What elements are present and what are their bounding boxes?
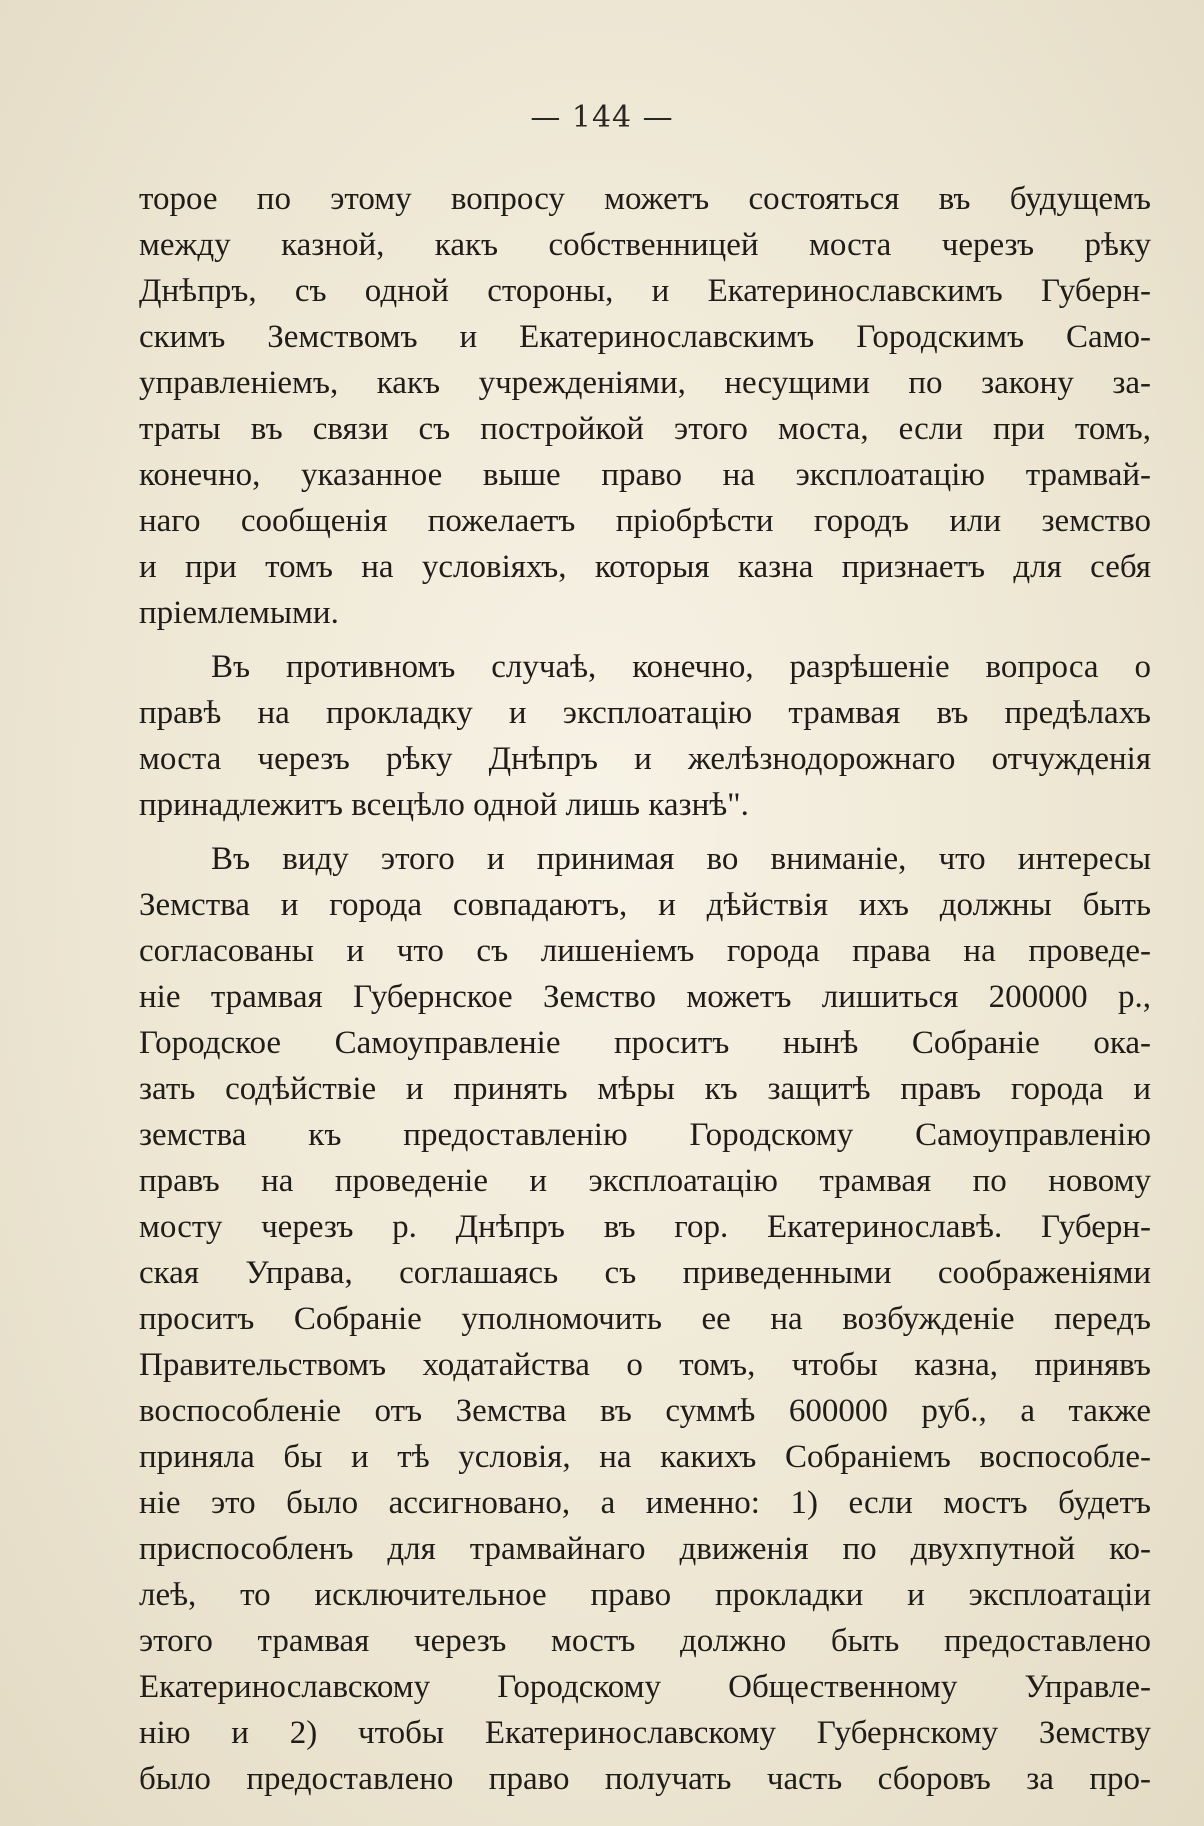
text-line: Городское Самоуправленіе проситъ нынѣ Собраніе ока- bbox=[139, 1025, 1151, 1061]
paragraph-1 bbox=[139, 176, 1151, 636]
text-line: траты въ связи съ постройкой этого моста, если при томъ, bbox=[139, 411, 1151, 447]
text-line: скимъ Земствомъ и Екатеринославскимъ Городскимъ Само- bbox=[139, 319, 1151, 355]
text-line: между казной, какъ собственницей моста черезъ рѣку bbox=[139, 227, 1151, 263]
text-line: нію и 2) чтобы Екатеринославскому Губернскому Земству bbox=[139, 1715, 1151, 1751]
text-line: проситъ Собраніе уполномочить ее на возбужденіе передъ bbox=[139, 1301, 1151, 1337]
text-line: моста черезъ рѣку Днѣпръ и желѣзнодорожнаго отчужденія bbox=[139, 741, 1151, 777]
text-line: ская Управа, соглашаясь съ приведенными соображеніями bbox=[139, 1255, 1151, 1291]
text-line: Екатеринославскому Городскому Общественному Управле- bbox=[139, 1669, 1151, 1705]
text-line: леѣ, то исключительное право прокладки и эксплоатаціи bbox=[139, 1577, 1151, 1613]
text-line: конечно, указанное выше право на эксплоатацію трамвай- bbox=[139, 457, 1151, 493]
text-line: правъ на проведеніе и эксплоатацію трамвая по новому bbox=[139, 1163, 1151, 1199]
text-line: и при томъ на условіяхъ, которыя казна признаетъ для себя bbox=[139, 549, 1151, 585]
text-line: воспособленіе отъ Земства въ суммѣ 600000 руб., а также bbox=[139, 1393, 1151, 1429]
text-line: зать содѣйствіе и принять мѣры къ защитѣ правъ города и bbox=[139, 1071, 1151, 1107]
text-line: торое по этому вопросу можетъ состояться въ будущемъ bbox=[139, 181, 1151, 217]
paragraph-3 bbox=[139, 836, 1151, 1802]
text-line: управленіемъ, какъ учрежденіями, несущими по закону за- bbox=[139, 365, 1151, 401]
text-line: ніе трамвая Губернское Земство можетъ лишиться 200000 р., bbox=[139, 979, 1151, 1015]
text-line: согласованы и что съ лишеніемъ города права на проведе- bbox=[139, 933, 1151, 969]
text-line: Въ виду этого и принимая во вниманіе, что интересы bbox=[211, 841, 1151, 877]
text-line: Днѣпръ, съ одной стороны, и Екатеринославскимъ Губерн- bbox=[139, 273, 1151, 309]
text-line: принадлежитъ всецѣло одной лишь казнѣ". bbox=[139, 787, 749, 823]
text-line: пріемлемыми. bbox=[139, 595, 339, 631]
text-line: было предоставлено право получать часть сборовъ за про- bbox=[139, 1761, 1151, 1797]
text-line: Въ противномъ случаѣ, конечно, разрѣшеніе вопроса о bbox=[211, 649, 1151, 685]
page-number: — 144 — bbox=[530, 100, 674, 135]
text-line: мосту черезъ р. Днѣпръ въ гор. Екатеринославѣ. Губерн- bbox=[139, 1209, 1151, 1245]
text-line: приспособленъ для трамвайнаго движенія по двухпутной ко- bbox=[139, 1531, 1151, 1567]
text-line: наго сообщенія пожелаетъ пріобрѣсти городъ или земство bbox=[139, 503, 1151, 539]
paragraph-2 bbox=[139, 644, 1151, 828]
text-line: земства къ предоставленію Городскому Самоуправленію bbox=[139, 1117, 1151, 1153]
text-line: правѣ на прокладку и эксплоатацію трамвая въ предѣлахъ bbox=[139, 695, 1151, 731]
text-line: Земства и города совпадаютъ, и дѣйствія ихъ должны быть bbox=[139, 887, 1151, 923]
text-line: Правительствомъ ходатайства о томъ, чтобы казна, принявъ bbox=[139, 1347, 1151, 1383]
body-text bbox=[139, 176, 1151, 1802]
text-line: приняла бы и тѣ условія, на какихъ Собраніемъ воспособле- bbox=[139, 1439, 1151, 1475]
text-line: ніе это было ассигновано, а именно: 1) если мостъ будетъ bbox=[139, 1485, 1151, 1521]
text-line: этого трамвая черезъ мостъ должно быть предоставлено bbox=[139, 1623, 1151, 1659]
